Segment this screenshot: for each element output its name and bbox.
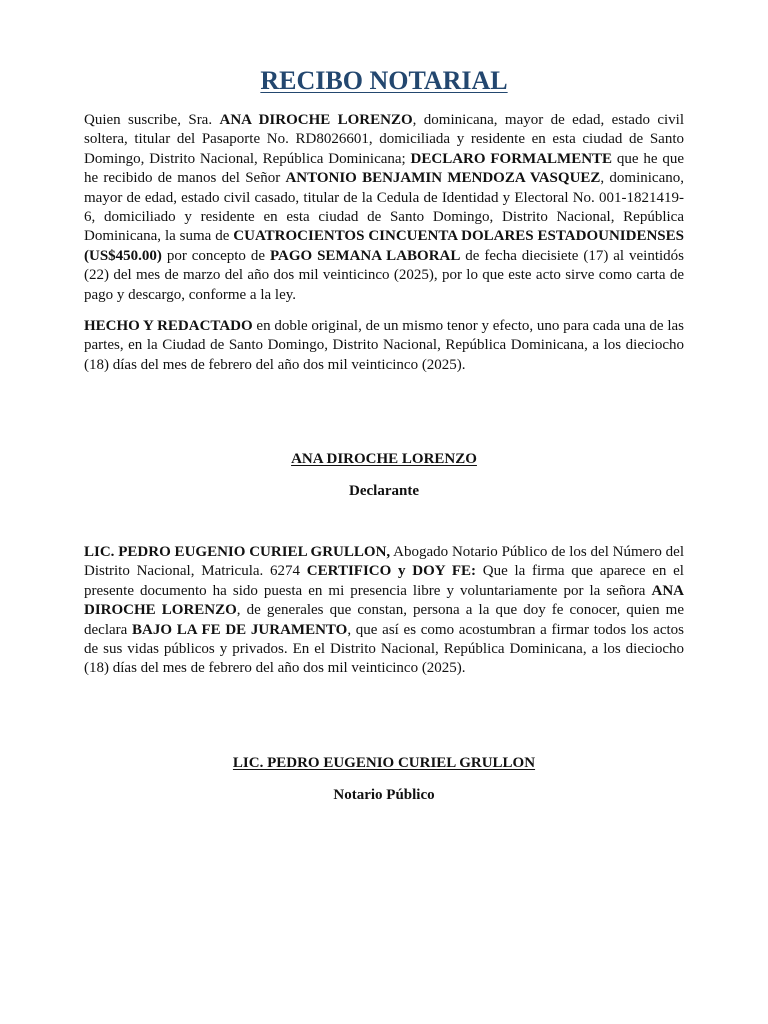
text-run: , dominicano, mayor de edad, estado civil casado, titular de la Cedula de Identidad y Electoral No. 001-1821419-6, domiciliado y residente en esta ciudad de Santo Domingo, Distrito Nacional, República Dominicana, la suma de <box>84 170 684 245</box>
text-run: de fecha diecisiete (17) al veintidós (22) del mes de marzo del año dos mil veinticinco (2025), por lo que este acto sirve como carta de pago y descargo, conforme a la ley. <box>84 247 685 303</box>
text-run: Abogado Notario Público de los del Número del Distrito Nacional, Matricula. 6274 <box>84 544 684 580</box>
text-run: por concepto de <box>161 247 270 264</box>
text-run: , dominicana, mayor de edad, estado civil soltera, titular del Pasaporte No. RD8026601, domiciliada y residente en esta ciudad de Santo Domingo, Distrito Nacional, República Dominicana; <box>84 112 685 167</box>
text-run: , que así es como acostumbran a firmar todos los actos de sus vidas públicos y privados. En el Distrito Nacional, República Dominicana, a los dieciocho (18) días del mes de febrero del año dos mil veinticinco (2025). <box>84 621 684 677</box>
bold-text-run: LIC. PEDRO EUGENIO CURIEL GRULLON, <box>84 544 391 560</box>
bold-text-run: CUATROCIENTOS CINCUENTA DOLARES ESTADOUNIDENSES (US$450.00) <box>84 228 684 264</box>
text-run: Quien suscribe, Sra. <box>84 112 220 128</box>
text-run: , de generales que constan, persona a la que doy fe conocer, quien me declara <box>84 602 684 638</box>
notary-certification-paragraph <box>84 543 684 679</box>
text-run: que he que he recibido de manos del Señor <box>84 150 684 187</box>
execution-paragraph <box>84 317 684 375</box>
bold-text-run: PAGO SEMANA LABORAL <box>269 247 461 264</box>
bold-text-run: DECLARO FORMALMENTE <box>410 150 613 167</box>
bold-text-run: ANA DIROCHE LORENZO <box>84 582 684 619</box>
notary-signature-role: Notario Público <box>333 787 435 803</box>
bold-text-run: ANA DIROCHE LORENZO <box>219 112 413 128</box>
notary-signature-name: LIC. PEDRO EUGENIO CURIEL GRULLON <box>232 755 536 771</box>
text-run: Que la firma que aparece en el presente documento ha sido puesta en mi presencia libre y voluntariamente por la señora <box>84 563 684 599</box>
declarant-signature-role: Declarante <box>349 483 419 499</box>
text-run: en doble original, de un mismo tenor y efecto, uno para cada una de las partes, en la Ciudad de Santo Domingo, Distrito Nacional, República Dominicana, a los dieciocho (18) días del mes de febrero del año dos mil veinticinco (2025). <box>84 318 684 373</box>
bold-text-run: CERTIFICO y DOY FE: <box>306 563 476 580</box>
bold-text-run: BAJO LA FE DE JURAMENTO <box>132 621 348 638</box>
bold-text-run: ANTONIO BENJAMIN MENDOZA VASQUEZ <box>285 170 601 187</box>
declarant-signature-name: ANA DIROCHE LORENZO <box>291 451 477 467</box>
bold-text-run: HECHO Y REDACTADO <box>84 318 253 334</box>
document-title: RECIBO NOTARIAL <box>260 66 508 95</box>
receipt-paragraph <box>84 111 684 305</box>
